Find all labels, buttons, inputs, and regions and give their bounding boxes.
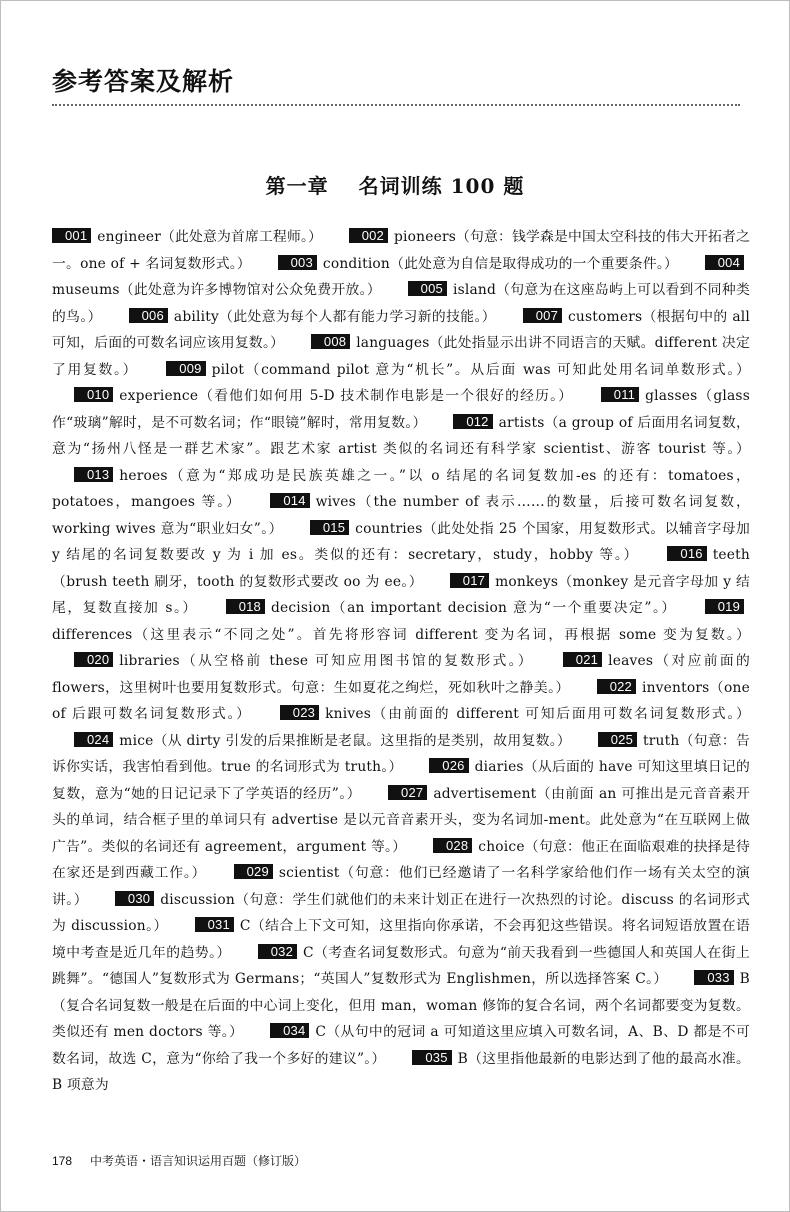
answer-text: C（考查名词复数形式。句意为“前天我看到一些德国人和英国人在街上跳舞”。“德国人”复数形式为 Germans；“英国人”复数形式为 Englishmen，所以选择答案 C。） (52, 944, 751, 987)
answer-text: advertisement（由前面 an 可推出是元音音素开头的单词，结合框子里的单词只有 advertise 是以元音音素开头，变为名词加-ment。此处意为“在互联网上做广告”。类似的名词还有 agreement，argument 等。） (52, 785, 750, 855)
answer-number-badge: 003 (278, 255, 317, 270)
answer-number-badge: 030 (115, 891, 154, 906)
answer-text: museums（此处意为许多博物馆对公众免费开放。） (52, 282, 381, 298)
answer-text: knives（由前面的 different 可知后面用可数名词复数形式。） (325, 706, 750, 722)
answer-number-badge: 027 (388, 785, 427, 800)
answer-entry (74, 388, 573, 404)
answer-number-badge: 009 (166, 361, 205, 376)
answer-number-badge: 014 (270, 493, 309, 508)
answer-entry (129, 309, 496, 325)
page-number: 178 (52, 1154, 73, 1168)
answer-number-badge: 022 (597, 679, 636, 694)
answer-entry (74, 653, 534, 669)
answer-text: island（句意为在这座岛屿上可以看到不同种类的鸟。） (52, 282, 750, 325)
answer-number-badge: 021 (563, 652, 602, 667)
answer-number-badge: 026 (429, 758, 468, 773)
answer-number-badge: 016 (667, 546, 706, 561)
answer-number-badge: 005 (408, 281, 447, 296)
answer-text: leaves（对应前面的 flowers，这里树叶也要用复数形式。句意：生如夏花之绚烂，死如秋叶之静美。） (52, 653, 750, 696)
answer-body (52, 224, 750, 1099)
answer-number-badge: 013 (74, 467, 113, 482)
answer-text: mice（从 dirty 引发的后果推断是老鼠。这里指的是类别，故用复数。） (119, 732, 572, 749)
chapter-number: 第一章 (265, 174, 329, 198)
answer-number-badge: 001 (52, 228, 91, 243)
answer-entry (74, 733, 571, 749)
answer-number-badge: 018 (226, 599, 265, 614)
dotted-divider (52, 104, 740, 106)
answer-number-badge: 010 (74, 387, 113, 402)
answer-number-badge: 024 (74, 732, 113, 747)
answer-text: diaries（从后面的 have 可知这里填日记的复数，意为“她的日记记录下了学英语的经历”。） (52, 759, 750, 802)
answer-entry (52, 229, 322, 245)
answer-text: pioneers（句意：钱学森是中国太空科技的伟大开拓者之一。one of + 名词复数形式。） (52, 229, 750, 272)
answer-text: teeth（brush teeth 刷牙，tooth 的复数形式要改 oo 为 ee。） (52, 547, 750, 590)
answer-number-badge: 011 (601, 387, 639, 402)
answer-text: monkeys（monkey 是元音字母加 y 结尾，复数直接加 s。） (52, 573, 750, 616)
answer-text: inventors（one of 后跟可数名词复数形式。） (52, 679, 750, 722)
answer-number-badge: 034 (270, 1023, 309, 1038)
answer-text: customers（根据句中的 all 可知，后面的可数名词应该用复数。） (52, 308, 750, 351)
answer-text: glasses（glass 作“玻璃”解时，是不可数名词；作“眼镜”解时，常用复数。） (52, 388, 750, 431)
answer-entry (166, 362, 750, 378)
answer-entry (278, 256, 678, 272)
answer-number-badge: 012 (453, 414, 492, 429)
answer-number-badge: 006 (129, 308, 168, 323)
answer-number-badge: 032 (258, 944, 297, 959)
answer-number-badge: 029 (234, 864, 273, 879)
answer-text: truth（句意：告诉你实话，我害怕看到他。true 的名词形式为 truth。） (52, 732, 750, 775)
answer-number-badge: 025 (598, 732, 637, 747)
answer-number-badge: 015 (310, 520, 349, 535)
answer-number-badge: 033 (694, 970, 733, 985)
answer-text: wives（the number of 表示……的数量，后接可数名词复数，working wives 意为“职业妇女”。） (52, 494, 750, 537)
answer-text: countries（此处处指 25 个国家，用复数形式。以辅音字母加 y 结尾的名词复数要改 y 为 i 加 es。类似的还有：secretary，study，hobby 等。） (52, 520, 751, 563)
answer-text: scientist（句意：他们已经邀请了一名科学家给他们作一场有关太空的演讲。） (52, 865, 750, 908)
answer-text: discussion（句意：学生们就他们的未来计划正在进行一次热烈的讨论。discuss 的名词形式为 discussion。） (52, 891, 751, 934)
answer-number-badge: 004 (705, 255, 744, 270)
answer-text: B（复合名词复数一般是在后面的中心词上变化，但用 man，woman 修饰的复合名词，两个名词都要变为复数。类似还有 men doctors 等。） (52, 971, 750, 1040)
answer-entry (280, 706, 750, 722)
answer-text: heroes（意为“郑成功是民族英雄之一。”以 o 结尾的名词复数加-es 的还有：tomatoes，potatoes，mangoes 等。） (52, 467, 750, 510)
answer-text: libraries（从空格前 these 可知应用图书馆的复数形式。） (119, 653, 535, 669)
answer-text: languages（此处指显示出讲不同语言的天赋。different 决定了用复数。） (52, 335, 750, 378)
answer-number-badge: 017 (450, 573, 489, 588)
answer-text: C（从句中的冠词 a 可知道这里应填入可数名词，A、B、D 都是不可数名词，故选 C，意为“你给了我一个多好的建议”。） (52, 1024, 750, 1067)
answer-number-badge: 020 (74, 652, 113, 667)
answer-text: ability（此处意为每个人都有能力学习新的技能。） (173, 308, 496, 325)
answer-text: differences（这里表示“不同之处”。首先将形容词 different 变为名词，再根据 some 变为复数。） (52, 626, 750, 643)
answer-text: B（这里指他最新的电影达到了他的最高水准。B 项意为 (52, 1050, 751, 1093)
answer-number-badge: 023 (280, 705, 319, 720)
answer-entry (226, 600, 677, 616)
section-title: 参考答案及解析 (52, 67, 235, 96)
answer-text: decision（an important decision 意为“一个重要决定”。） (270, 600, 677, 616)
answer-text: C（结合上下文可知，这里指向你承诺，不会再犯这些错误。将名词短语放置在语境中考查是近几年的趋势。） (52, 918, 750, 961)
answer-text: pilot（command pilot 意为“机长”。从后面 was 可知此处用名词单数形式。） (211, 361, 751, 378)
answer-text: condition（此处意为自信是取得成功的一个重要条件。） (322, 255, 679, 272)
answer-text: artists（a group of 后面用名词复数，意为“扬州八怪是一群艺术家”。跟艺术家 artist 类似的名词还有科学家 scientist、游客 tourist 等。） (52, 414, 750, 457)
answer-text: experience（看他们如何用 5-D 技术制作电影是一个很好的经历。） (119, 388, 574, 404)
answer-number-badge: 002 (349, 228, 388, 243)
answer-number-badge: 007 (523, 308, 562, 323)
book-title: 中考英语・语言知识运用百题（修订版） (90, 1154, 307, 1168)
answer-text: choice（句意：他正在面临艰难的抉择是待在家还是到西藏工作。） (52, 838, 750, 881)
chapter-heading (0, 170, 790, 199)
answer-number-badge: 035 (412, 1050, 451, 1065)
chapter-title: 名词训练 100 题 (358, 174, 525, 198)
answer-text: engineer（此处意为首席工程师。） (97, 229, 323, 245)
answer-number-badge: 028 (433, 838, 472, 853)
answer-number-badge: 008 (311, 334, 350, 349)
page-footer (52, 1152, 306, 1169)
answer-number-badge: 019 (705, 599, 744, 614)
answer-number-badge: 031 (195, 917, 234, 932)
